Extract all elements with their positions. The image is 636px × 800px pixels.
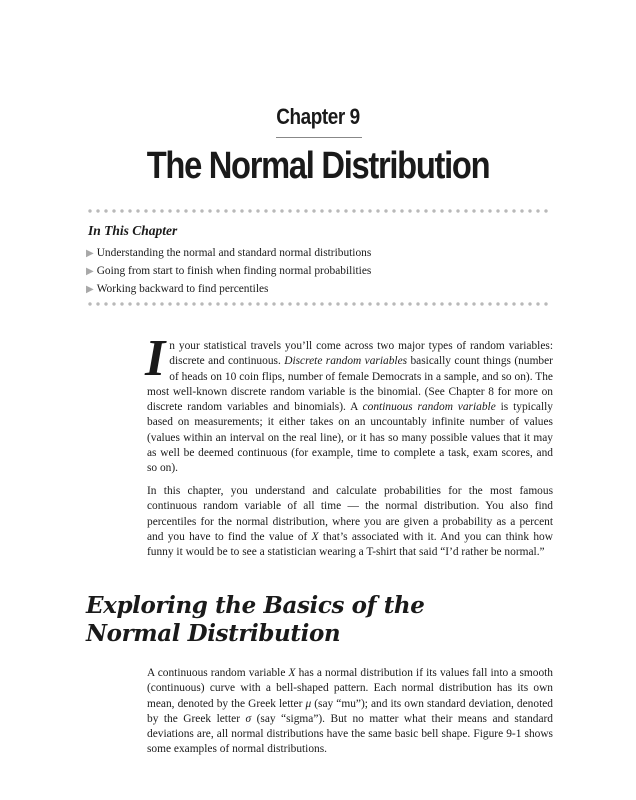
section-heading-line-1: Exploring the Basics of the: [86, 592, 425, 619]
section-heading: [86, 592, 566, 648]
chapter-rule-divider: [276, 137, 362, 138]
list-item-text: Going from start to finish when finding normal probabilities: [96, 265, 372, 277]
in-this-chapter-heading: In This Chapter: [88, 223, 178, 238]
chapter-title: The Normal Distribution: [146, 145, 490, 187]
dotted-divider-top: [86, 208, 552, 214]
chapter-label: Chapter 9: [276, 104, 360, 129]
in-this-chapter-list: [86, 244, 371, 298]
triangle-bullet-icon: ▶: [86, 266, 94, 277]
drop-cap-letter: I: [145, 330, 166, 387]
triangle-bullet-icon: ▶: [86, 284, 94, 295]
dotted-divider-bottom: [86, 301, 552, 307]
triangle-bullet-icon: ▶: [86, 248, 94, 259]
list-item: [86, 262, 371, 280]
intro-paragraph-2: In this chapter, you understand and calculate probabilities for the most famous continuous random variable of all time — the normal distribution. You also find percentiles for the normal distribution, where you are given a probability as a percent and you have to find the value of X that’s associated with it. And you can think how funny it would be to see a statistician wearing a T-shirt that said “I’d rather be normal.”: [147, 485, 553, 559]
section-paragraph: A continuous random variable X has a normal distribution if its values fall into a smooth (continuous) curve with a bell-shaped pattern. Each normal distribution has its own mean, denoted by the Greek letter μ (say “mu”); and its own standard deviation, denoted by the Greek letter σ (say “sigma”). But no matter what their means and standard deviations are, all normal distributions have the same basic bell shape. Figure 9-1 shows some examples of normal distributions.: [147, 667, 554, 756]
list-item-text: Understanding the normal and standard normal distributions: [96, 247, 372, 259]
list-item: [86, 244, 371, 262]
intro-paragraph-1: In your statistical travels you’ll come across two major types of random variables: discrete and continuous. Discrete random variables basically count things (number of heads on 10 coin flips, number of female Democrats in a sample, and so on). The most well-known discrete random variable is the binomial. (See Chapter 8 for more on discrete random variables and binomials). A continuous random variable is typically based on measurements; it either takes on an uncountably infinite number of values (values within an interval on the real line), or it has so many possible values that it may as well be deemed continuous (for example, time to complete a task, exam scores, and so on).: [145, 330, 553, 475]
list-item: [86, 280, 371, 298]
list-item-text: Working backward to find percentiles: [96, 283, 269, 295]
section-heading-line-2: Normal Distribution: [86, 620, 341, 647]
